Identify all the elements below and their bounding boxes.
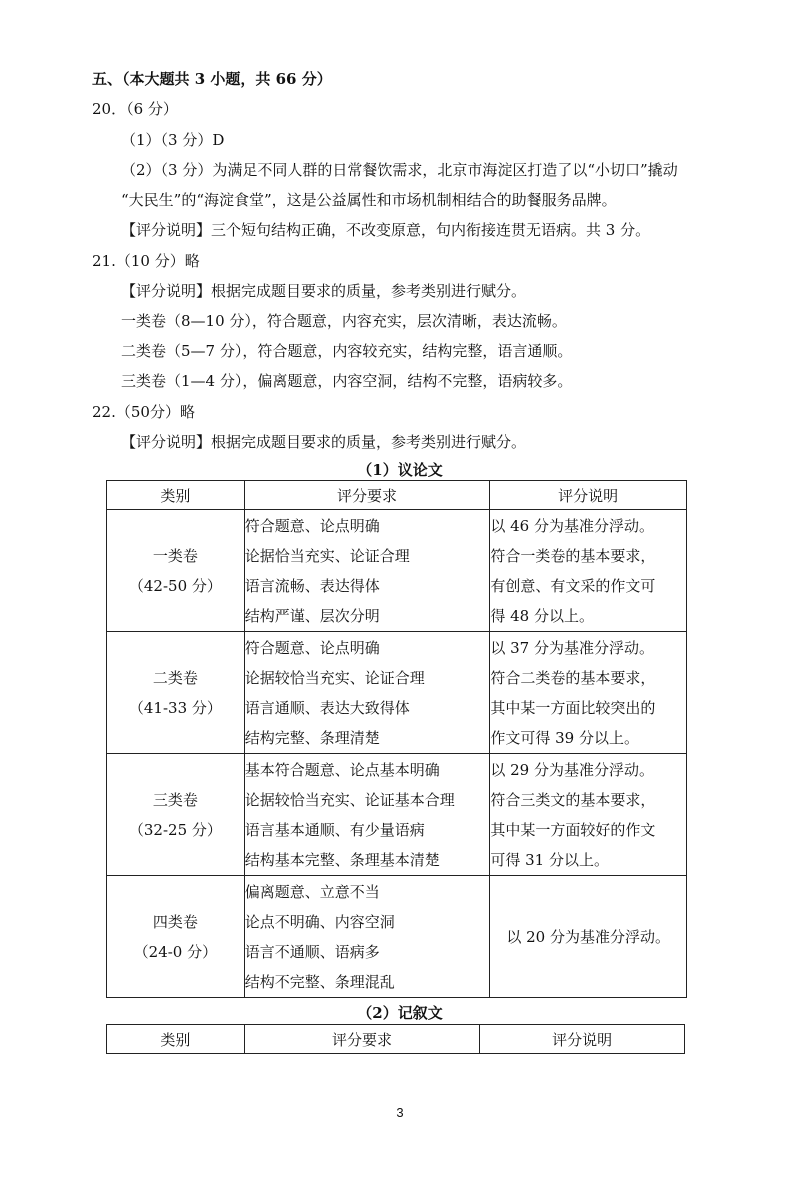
requirement-line: 论点不明确、内容空洞 [244, 912, 395, 931]
note-line: 以 29 分为基准分浮动。 [490, 760, 654, 779]
category-cell [107, 632, 245, 754]
header-notes: 评分说明 [480, 1025, 685, 1054]
q20-part2-line2: “大民生”的“海淀食堂”，这是公益属性和市场机制相结合的助餐服务品牌。 [121, 191, 617, 209]
table-row [107, 876, 687, 998]
note-line: 以 37 分为基准分浮动。 [490, 638, 654, 657]
category-cell [107, 754, 245, 876]
requirement-line: 语言不通顺、语病多 [244, 942, 380, 961]
header-category: 类别 [107, 481, 245, 510]
q22-header: 22.（50分）略 [92, 403, 195, 421]
requirement-line: 结构严谨、层次分明 [244, 606, 380, 625]
requirement-line: 语言通顺、表达大致得体 [244, 698, 410, 717]
requirements-cell [244, 754, 490, 876]
header-requirements: 评分要求 [244, 481, 490, 510]
requirement-line: 结构完整、条理清楚 [244, 728, 380, 747]
q20-part2-line1: （2）（3 分）为满足不同人群的日常餐饮需求，北京市海淀区打造了以“小切口”撬动 [121, 161, 678, 179]
requirement-line: 结构基本完整、条理基本清楚 [244, 850, 440, 869]
requirement-line: 语言流畅、表达得体 [244, 576, 380, 595]
q20-part1: （1）（3 分）D [121, 131, 225, 149]
requirement-line: 语言基本通顺、有少量语病 [244, 820, 425, 839]
requirements-cell [244, 510, 490, 632]
category-name: 四类卷 [152, 912, 198, 931]
notes-cell [490, 632, 687, 754]
requirement-line: 论据较恰当充实、论证合理 [244, 668, 425, 687]
notes-cell [490, 510, 687, 632]
note-line: 其中某一方面较好的作文 [490, 820, 656, 839]
category-name: 一类卷 [152, 546, 198, 565]
table2-title: （2）记叙文 [357, 1004, 443, 1022]
category-cell [107, 510, 245, 632]
header-notes: 评分说明 [490, 481, 687, 510]
requirement-line: 基本符合题意、论点基本明确 [244, 760, 440, 779]
header-requirements: 评分要求 [244, 1025, 480, 1054]
q21-grade-1: 一类卷（8—10 分），符合题意，内容充实，层次清晰，表达流畅。 [121, 312, 567, 330]
note-line: 符合一类卷的基本要求， [490, 546, 656, 565]
requirement-line: 符合题意、论点明确 [244, 638, 380, 657]
q21-grade-2: 二类卷（5—7 分），符合题意，内容较充实，结构完整，语言通顺。 [121, 342, 573, 360]
notes-cell [490, 754, 687, 876]
category-name: 三类卷 [152, 790, 198, 809]
note-line: 得 48 分以上。 [490, 606, 594, 625]
requirement-line: 论据恰当充实、论证合理 [244, 546, 410, 565]
notes-cell [490, 876, 687, 998]
table-row [107, 754, 687, 876]
header-category: 类别 [107, 1025, 245, 1054]
requirements-cell [244, 876, 490, 998]
narrative-grading-table [106, 1024, 685, 1054]
category-cell [107, 876, 245, 998]
q20-scoring-note: 【评分说明】三个短句结构正确，不改变原意，句内衔接连贯无语病。共 3 分。 [121, 221, 651, 239]
q21-scoring-note: 【评分说明】根据完成题目要求的质量，参考类别进行赋分。 [121, 282, 527, 300]
note-line: 其中某一方面比较突出的 [490, 698, 656, 717]
category-range: （42-50 分） [128, 576, 222, 595]
q21-grade-3: 三类卷（1—4 分），偏离题意，内容空洞，结构不完整，语病较多。 [121, 372, 573, 390]
note-line: 符合二类卷的基本要求， [490, 668, 656, 687]
argumentative-grading-table [106, 480, 687, 998]
note-line: 符合三类文的基本要求， [490, 790, 656, 809]
requirement-line: 偏离题意、立意不当 [244, 882, 380, 901]
requirement-line: 结构不完整、条理混乱 [244, 972, 395, 991]
note-line: 以 46 分为基准分浮动。 [490, 516, 654, 535]
table-header-row [107, 481, 687, 510]
category-name: 二类卷 [152, 668, 198, 687]
category-range: （32-25 分） [128, 820, 222, 839]
requirement-line: 符合题意、论点明确 [244, 516, 380, 535]
q20-header: 20．（6 分） [92, 100, 178, 118]
q21-header: 21.（10 分）略 [92, 252, 200, 270]
q22-scoring-note: 【评分说明】根据完成题目要求的质量，参考类别进行赋分。 [121, 433, 527, 451]
table-header-row [107, 1025, 685, 1054]
table-row [107, 632, 687, 754]
category-range: （41-33 分） [128, 698, 222, 717]
table-row [107, 510, 687, 632]
section-heading: 五、（本大题共 3 小题，共 66 分） [92, 70, 332, 88]
note-line: 以 20 分为基准分浮动。 [506, 927, 670, 946]
category-range: （24-0 分） [133, 942, 218, 961]
page-number: 3 [396, 1105, 404, 1120]
note-line: 有创意、有文采的作文可 [490, 576, 656, 595]
note-line: 作文可得 39 分以上。 [490, 728, 639, 747]
requirements-cell [244, 632, 490, 754]
note-line: 可得 31 分以上。 [490, 850, 609, 869]
requirement-line: 论据较恰当充实、论证基本合理 [244, 790, 455, 809]
table1-title: （1）议论文 [357, 461, 443, 479]
